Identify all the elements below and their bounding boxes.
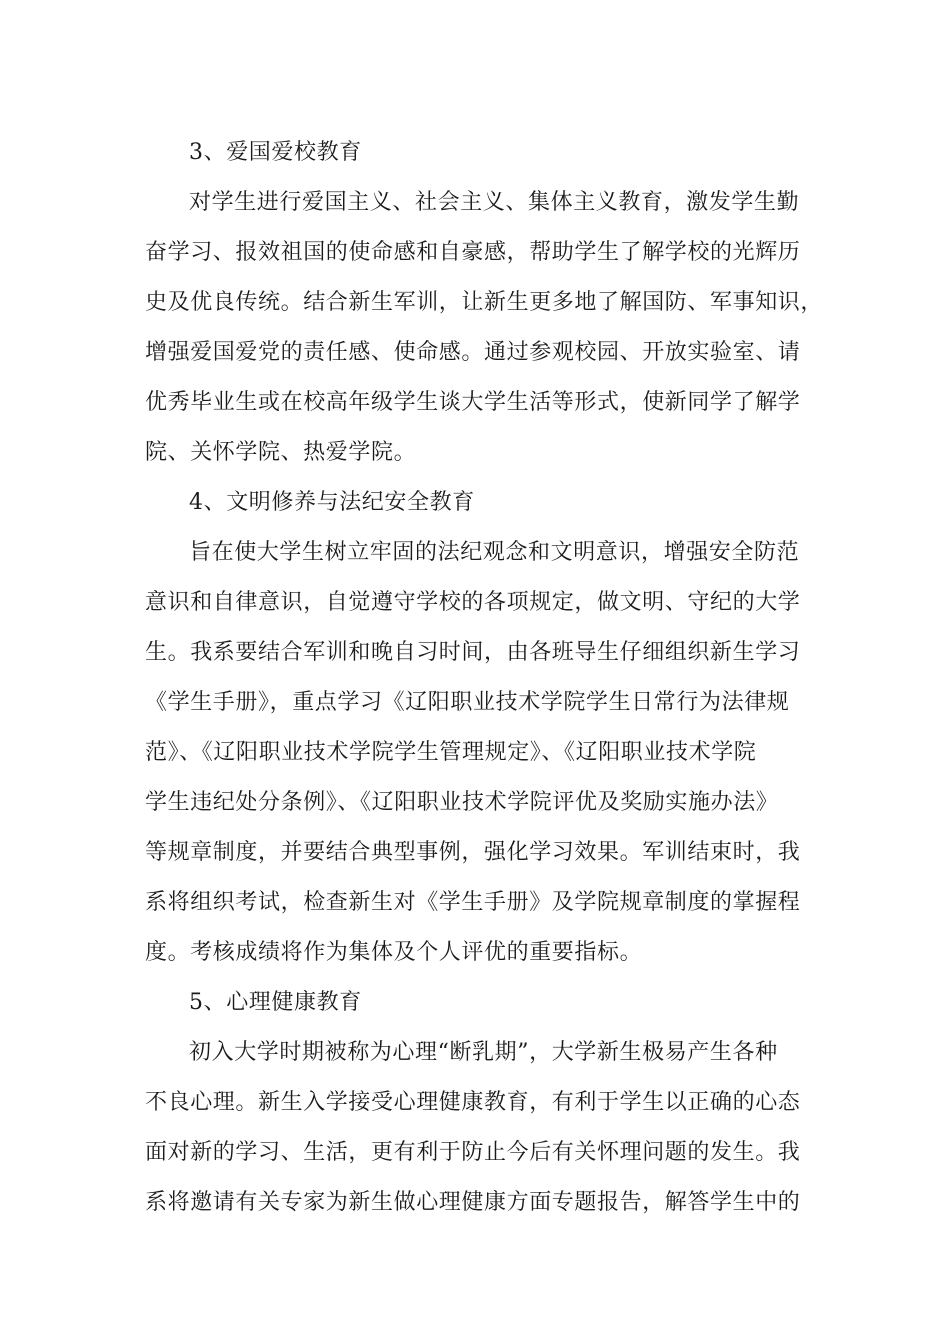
paragraph-line: 优秀毕业生或在校高年级学生谈大学生活等形式，使新同学了解学 bbox=[145, 390, 801, 415]
paragraph-line: 系将邀请有关专家为新生做心理健康方面专题报告，解答学生中的 bbox=[145, 1190, 801, 1215]
paragraph-line: 奋学习、报效祖国的使命感和自豪感，帮助学生了解学校的光辉历 bbox=[145, 240, 801, 265]
paragraph-line: 初入大学时期被称为心理“断乳期”，大学新生极易产生各种 bbox=[189, 1040, 778, 1065]
paragraph-line: 旨在使大学生树立牢固的法纪观念和文明意识，增强安全防范 bbox=[189, 540, 800, 565]
document-body bbox=[145, 128, 825, 1228]
section-heading: 3、爱国爱校教育 bbox=[189, 140, 362, 165]
paragraph-line: 史及优良传统。结合新生军训，让新生更多地了解国防、军事知识， bbox=[145, 290, 824, 315]
paragraph-line: 增强爱国爱党的责任感、使命感。通过参观校园、开放实验室、请 bbox=[145, 340, 801, 365]
paragraph-line: 度。考核成绩将作为集体及个人评优的重要指标。 bbox=[145, 940, 643, 965]
paragraph-line: 院、关怀学院、热爱学院。 bbox=[145, 440, 417, 465]
section-heading: 5、心理健康教育 bbox=[189, 990, 362, 1015]
paragraph-line: 等规章制度，并要结合典型事例，强化学习效果。军训结束时，我 bbox=[145, 840, 801, 865]
paragraph-line: 意识和自律意识，自觉遵守学校的各项规定，做文明、守纪的大学 bbox=[145, 590, 801, 615]
paragraph-line: 范》、《辽阳职业技术学院学生管理规定》、《辽阳职业技术学院 bbox=[145, 740, 757, 765]
paragraph-line: 生。我系要结合军训和晚自习时间，由各班导生仔细组织新生学习 bbox=[145, 640, 801, 665]
paragraph-line: 对学生进行爱国主义、社会主义、集体主义教育，激发学生勤 bbox=[189, 190, 800, 215]
paragraph-line: 面对新的学习、生活，更有利于防止今后有关怀理问题的发生。我 bbox=[145, 1140, 801, 1165]
paragraph-line: 不良心理。新生入学接受心理健康教育，有利于学生以正确的心态 bbox=[145, 1090, 801, 1115]
paragraph-line: 《学生手册》，重点学习《辽阳职业技术学院学生日常行为法律规 bbox=[145, 690, 790, 715]
paragraph-line: 学生违纪处分条例》、《辽阳职业技术学院评优及奖励实施办法》 bbox=[145, 790, 779, 815]
section-heading: 4、文明修养与法纪安全教育 bbox=[189, 490, 475, 515]
paragraph-line: 系将组织考试，检查新生对《学生手册》及学院规章制度的掌握程 bbox=[145, 890, 801, 915]
